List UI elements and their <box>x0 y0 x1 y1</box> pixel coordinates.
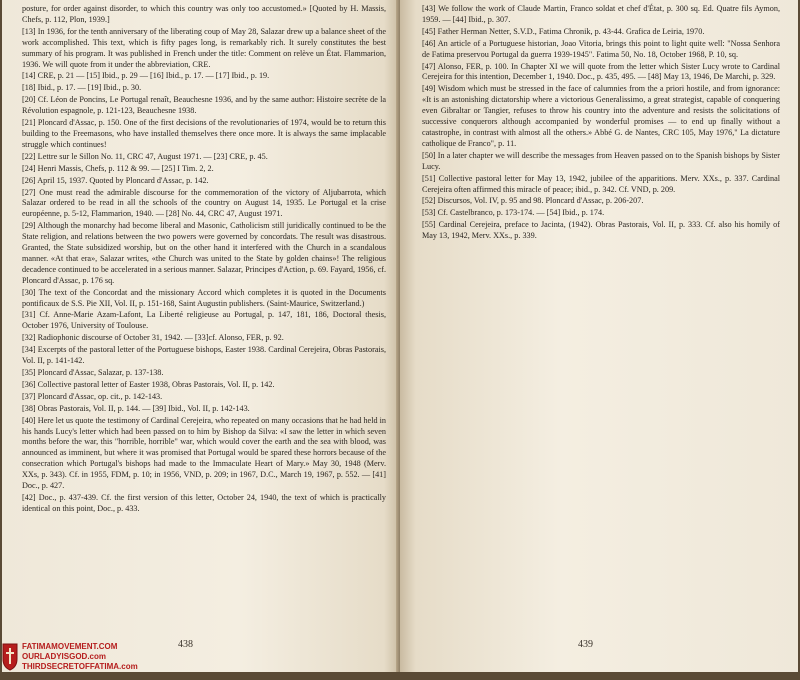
right-page-number: 439 <box>578 639 593 650</box>
footnote: [37] Ploncard d'Assac, op. cit., p. 142-143. <box>22 391 163 401</box>
footnote: [31] Cf. Anne-Marie Azam-Lafont, La Liberté religieuse au Portugal, p. 147, 181, 186, Doctoral thesis, October 1976, University of Toulouse. <box>22 310 386 331</box>
footnote: [42] Doc., p. 437-439. Cf. the first version of this letter, October 24, 1940, the text of which is practically identical on this point, Doc., p. 433. <box>22 492 386 513</box>
footnote: [14] CRE, p. 21 — [15] Ibid., p. 29 — [16] Ibid., p. 17. — [17] Ibid., p. 19. <box>22 71 270 81</box>
watermark-line[interactable]: OURLADYISGOD.com <box>22 652 107 661</box>
right-notes-list <box>422 4 780 242</box>
footnote: [40] Here let us quote the testimony of Cardinal Cerejeira, who repeated on many occasions that he had held in his hands Lucy's letter which had been passed on to him by Bishop da Silva: «I saw the letter in which seven months before the war, this "horrible, horrible" war, which would cover the earth and the sea with blood, was announced as imminent, but where it was promised that Portugal would be spared these horrors because of the consecration which Portugal's bishops had made to the Immaculate Heart of Mary.» May 30, 1948 (Merv. XXs, p. 343). Cf. in 1955, FDM, p. 10; in 1956, VND, p. 209; in 1967, D.C., March 19, 1967, p. 552. — [41] Doc., p. 427. <box>22 415 386 491</box>
shield-logo-icon <box>2 643 18 671</box>
watermark-line[interactable]: FATIMAMOVEMENT.COM <box>22 642 118 651</box>
footnote: [46] An article of a Portuguese historian, Joao Vitoria, brings this point to light quite well: "Nossa Senhora de Fatima preservou Portugal da guerra 1939-1945". Fatima 50, No. 18, October 1968, P. 10, sq. <box>422 38 780 59</box>
left-notes-list <box>22 4 386 515</box>
left-page <box>2 0 400 672</box>
footnote: [38] Obras Pastorais, Vol. II, p. 144. — [39] Ibid., Vol. II, p. 142-143. <box>22 403 250 413</box>
footnote: [50] In a later chapter we will describe the messages from Heaven passed on to the Spanish bishops by Sister Lucy. <box>422 150 780 171</box>
footnote: [45] Father Herman Netter, S.V.D., Fatima Chronik, p. 43-44. Grafica de Leiria, 1970. <box>422 26 705 36</box>
left-page-number: 438 <box>178 639 193 650</box>
footnote: [30] The text of the Concordat and the missionary Accord which completes it is quoted in the Documents pontificaux de S.S. Pie XII, Vol. II, p. 151-168, Saint Augustin publishers. (Saint-Maurice, Switzerland.) <box>22 287 386 308</box>
footnote: [55] Cardinal Cerejeira, preface to Jacinta, (1942). Obras Pastorais, Vol. II, p. 333. Cf. also his homily of May 13, 1942, Merv. XXs., p. 339. <box>422 220 780 241</box>
footnote: [49] Wisdom which must be stressed in the face of calumnies from the a priori hostile, and from ignorance: «It is an astonishing dictatorship where a victorious Generalissimo, a great strategist, capable of conquering even Gibraltar or Tangier, refuses to throw his country into the adventure and resists the solicitations of successive conquerors although accompanied by wonderful promises — to end up finally without a catastrophe, in contrast with almost all the others.» Abbé G. de Nantes, CRC 105, May 1976," La dictature catholique de Franco", p. 11. <box>422 84 780 148</box>
watermark-text <box>22 642 138 672</box>
footnote: [24] Henri Massis, Chefs, p. 112 & 99. — [25] I Tim. 2, 2. <box>22 163 214 173</box>
footnote: [13] In 1936, for the tenth anniversary of the liberating coup of May 28, Salazar drew up a balance sheet of the work accomplished. This text, which is fifty pages long, is remarkably rich. It surely constitutes the best summary of his program. It was published in French under the title: Comment on relève un État. Flammarion, 1936. We will quote from it under the abbreviation, CRE. <box>22 26 386 69</box>
footnote: [21] Ploncard d'Assac, p. 150. One of the first decisions of the revolutionaries of 1974, would be to return this building to the Freemasons, who have installed themselves there once more. It is always the same implacable struggle which continues! <box>22 118 386 149</box>
right-page <box>400 0 798 672</box>
footnote: posture, for order against disorder, to which this country was only too accustomed.» [Quoted by H. Massis, Chefs, p. 112, Plon, 1939.] <box>22 4 386 24</box>
site-watermark <box>2 640 252 678</box>
footnote: [22] Lettre sur le Sillon No. 11, CRC 47, August 1971. — [23] CRE, p. 45. <box>22 151 268 161</box>
footnote: [32] Radiophonic discourse of October 31, 1942. — [33]cf. Alonso, FER, p. 92. <box>22 333 284 343</box>
footnote: [29] Although the monarchy had become liberal and Masonic, Catholicism still juridically continued to be the State religion, and relations between the two powers were governed by concordats. The result was disastrous. Granted, the State subsidized worship, but on the other hand it interfered with the Church in a scandalous manner. «At that era», Salazar writes, «the Church was united to the State by golden chains»! The religious decadence continued to be accelerated in a serious manner. Salazar, Principes d'Action, p. 69. Fayard, 1956, cf. Ploncard d'Assac, p. 176 sq. <box>22 221 386 285</box>
footnote: [53] Cf. Castelbranco, p. 173-174. — [54] Ibid., p. 174. <box>422 208 605 218</box>
footnote: [43] We follow the work of Claude Martin, Franco soldat et chef d'État, p. 300 sq. Ed. Quatre fils Aymon, 1959. — [44] Ibid., p. 307. <box>422 4 780 24</box>
footnote: [36] Collective pastoral letter of Easter 1938, Obras Pastorais, Vol. II, p. 142. <box>22 379 275 389</box>
footnote: [52] Discursos, Vol. IV, p. 95 and 98. Ploncard d'Assac, p. 206-207. <box>422 196 644 206</box>
footnote: [18] Ibid., p. 17. — [19] Ibid., p. 30. <box>22 83 142 93</box>
watermark-line[interactable]: THIRDSECRETOFFATIMA.com <box>22 662 138 671</box>
footnote: [20] Cf. Léon de Poncins, Le Portugal renaît, Beauchesne 1936, and by the same author: Histoire secrète de la Révolution espagnole, p. 121-123, Beauchesne 1938. <box>22 95 386 116</box>
footnote: [26] April 15, 1937. Quoted by Ploncard d'Assac, p. 142. <box>22 175 209 185</box>
footnote: [51] Collective pastoral letter for May 13, 1942, jubilee of the apparitions. Merv. XXs., p. 337. Cardinal Cerejeira often affirmed this miracle of peace; ibid., p. 342. Cf. VND, p. 209. <box>422 173 780 194</box>
footnote: [27] One must read the admirable discourse for the commemoration of the victory of Aljubarrota, which Salazar ordered to be read in all the schools of the country on August 14, 1935. Le Portugal et la crise européenne, p. 5-12, Flammarion, 1940. — [28] No. 44, CRC 47, August 1971. <box>22 187 386 219</box>
footnote: [35] Ploncard d'Assac, Salazar, p. 137-138. <box>22 368 164 377</box>
footnote: [47] Alonso, FER, p. 100. In Chapter XI we will quote from the letter which Sister Lucy wrote to Cardinal Cerejeira for this intention, December 1, 1940. Doc., p. 435, 495. — [48] May 13, 1946, De Marchi, p. 329. <box>422 61 780 82</box>
footnote: [34] Excerpts of the pastoral letter of the Portuguese bishops, Easter 1938. Cardinal Cerejeira, Obras Pastorais, Vol. II, p. 141-142. <box>22 345 386 366</box>
